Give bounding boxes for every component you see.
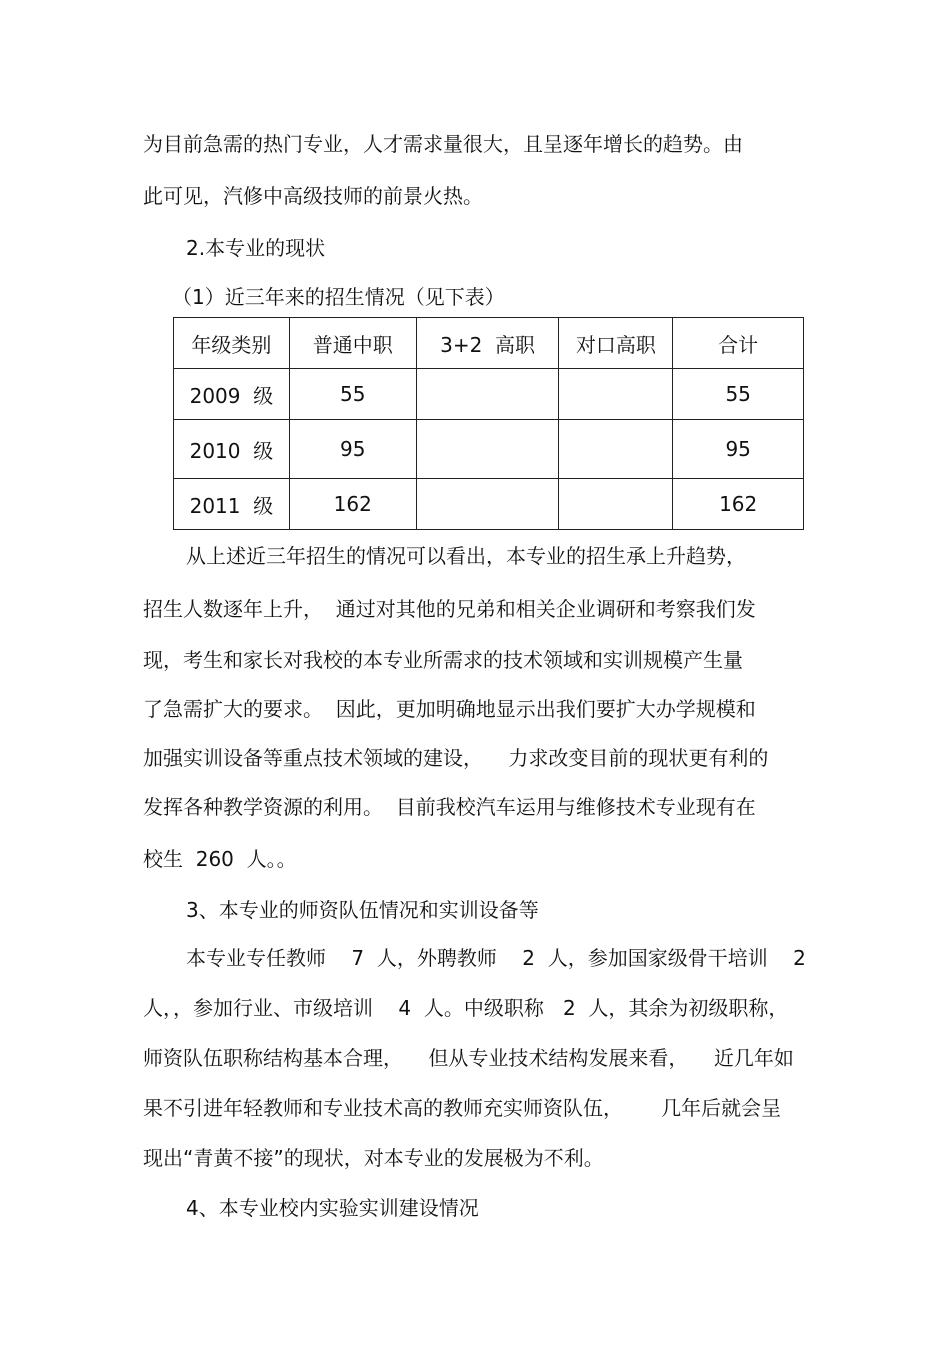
- body-text-line: 此可见，汽修中高级技师的前景火热。: [143, 184, 483, 208]
- table-cell: [416, 369, 559, 420]
- table-cell: 162: [289, 479, 416, 530]
- table-cell: 162: [673, 479, 804, 530]
- table-cell: 2009 级: [174, 369, 290, 420]
- body-text-line: 从上述近三年招生的情况可以看出，本专业的招生承上升趋势，: [186, 544, 746, 568]
- table-header-cell: 年级类别: [174, 318, 290, 369]
- table-cell: 55: [673, 369, 804, 420]
- body-text-line: 加强实训设备等重点技术领域的建设， 力求改变目前的现状更有利的: [143, 746, 769, 770]
- table-header-cell: 3+2 高职: [416, 318, 559, 369]
- subsection-heading: （1）近三年来的招生情况（见下表）: [172, 285, 505, 309]
- table-cell: 2011 级: [174, 479, 290, 530]
- table-row: [174, 420, 804, 479]
- body-text-line: 招生人数逐年上升， 通过对其他的兄弟和相关企业调研和考察我们发: [143, 597, 756, 621]
- table-cell: [416, 479, 559, 530]
- table-row: [174, 479, 804, 530]
- table-cell: [559, 479, 673, 530]
- table-cell: 2010 级: [174, 420, 290, 479]
- table-row: [174, 369, 804, 420]
- table-cell: 55: [289, 369, 416, 420]
- table-header-row: [174, 318, 804, 369]
- table-cell: 95: [673, 420, 804, 479]
- table-header-cell: 普通中职: [289, 318, 416, 369]
- section-heading: 2.本专业的现状: [186, 236, 326, 260]
- body-text-line: 发挥各种教学资源的利用。 目前我校汽车运用与维修技术专业现有在: [143, 795, 756, 819]
- body-text-line: 校生 260 人。。: [143, 847, 297, 871]
- table-header-cell: 合计: [673, 318, 804, 369]
- section-heading: 3、本专业的师资队伍情况和实训设备等: [186, 898, 539, 922]
- table-header-cell: 对口高职: [559, 318, 673, 369]
- body-text-line: 人，，参加行业、市级培训 4 人。中级职称 2 人，其余为初级职称，: [143, 996, 789, 1020]
- body-text-line: 现，考生和家长对我校的本专业所需求的技术领域和实训规模产生量: [143, 648, 743, 672]
- body-text-line: 现出“青黄不接”的现状，对本专业的发展极为不利。: [143, 1146, 604, 1170]
- body-text-line: 果不引进年轻教师和专业技术高的教师充实师资队伍， 几年后就会呈: [143, 1096, 782, 1120]
- body-text-line: 了急需扩大的要求。 因此，更加明确地显示出我们要扩大办学规模和: [143, 697, 756, 721]
- body-text-line: 师资队伍职称结构基本合理， 但从专业技术结构发展来看， 近几年如: [143, 1046, 794, 1070]
- section-heading: 4、本专业校内实验实训建设情况: [186, 1196, 479, 1220]
- table-cell: 95: [289, 420, 416, 479]
- body-text-line: 本专业专任教师 7 人，外聘教师 2 人，参加国家级骨干培训 2: [186, 946, 806, 970]
- table-cell: [416, 420, 559, 479]
- table-cell: [559, 369, 673, 420]
- enrollment-table: [173, 317, 804, 530]
- body-text-line: 为目前急需的热门专业，人才需求量很大，且呈逐年增长的趋势。由: [143, 132, 743, 156]
- table-cell: [559, 420, 673, 479]
